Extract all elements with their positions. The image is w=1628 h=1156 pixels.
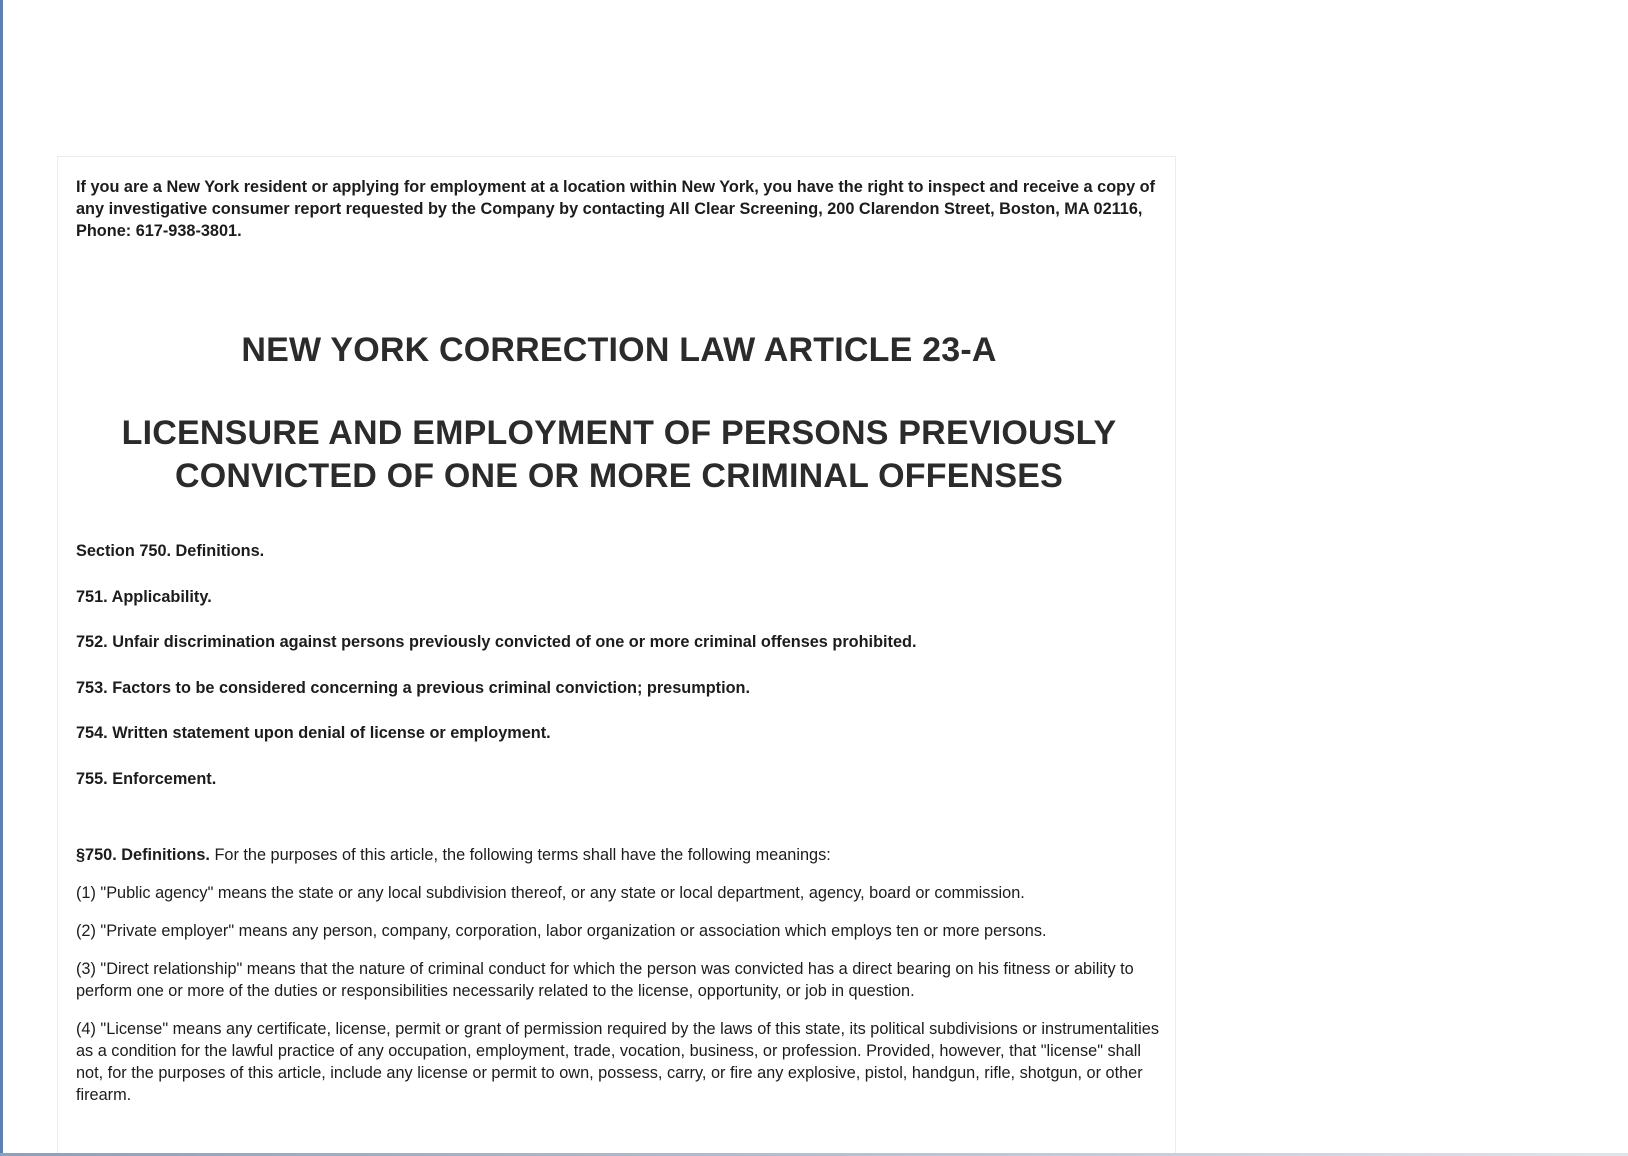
definition-item: (3) "Direct relationship" means that the nature of criminal conduct for which the person was convicted has a direct bearing on his fitness or ability to perform one or more of the duties or responsibilities necessarily related to the license, opportunity, or job in question. — [76, 959, 1134, 1000]
toc-item-751: 751. Applicability. — [76, 587, 212, 606]
table-of-contents — [76, 540, 1162, 790]
definitions-intro — [76, 844, 1162, 866]
toc-item-750: Section 750. Definitions. — [76, 542, 265, 560]
document-page[interactable] — [57, 156, 1176, 1156]
definition-item: (4) "License" means any certificate, license, permit or grant of permission required by the laws of this state, its political subdivisions or instrumentalities as a condition for the lawful practice of any occupation, employment, trade, vocation, business, or profession. Provided, however, that "license" shall not, for the purposes of this article, include any license or permit to own, possess, carry, or fire any explosive, pistol, handgun, rifle, shotgun, or other firearm. — [76, 1019, 1159, 1104]
definitions-heading: §750. Definitions. — [76, 845, 210, 864]
toc-item-752: 752. Unfair discrimination against persons previously convicted of one or more criminal offenses prohibited. — [76, 633, 917, 651]
window-left-edge — [0, 0, 3, 1156]
toc-item-755: 755. Enforcement. — [76, 769, 217, 788]
definition-item: (2) "Private employer" means any person, company, corporation, labor organization or association which employs ten or more persons. — [76, 921, 1047, 940]
article-title: NEW YORK CORRECTION LAW ARTICLE 23-A — [241, 331, 997, 369]
definition-item: (1) "Public agency" means the state or any local subdivision thereof, or any state or local department, agency, board or commission. — [76, 883, 1025, 902]
definitions-lead: For the purposes of this article, the following terms shall have the following meanings: — [209, 845, 831, 864]
ny-resident-notice: If you are a New York resident or applying for employment at a location within New York, you have the right to inspect and receive a copy of any investigative consumer report requested by the Company by contacting All Clear Screening, 200 Clarendon Street, Boston, MA 02116, Phone: 617-938-3801. — [76, 178, 1156, 240]
article-subtitle: LICENSURE AND EMPLOYMENT OF PERSONS PREVIOUSLY CONVICTED OF ONE OR MORE CRIMINAL OFFENSES — [121, 414, 1117, 495]
document-content — [76, 176, 1162, 1106]
toc-item-753: 753. Factors to be considered concerning a previous criminal conviction; presumption. — [76, 678, 751, 697]
toc-item-754: 754. Written statement upon denial of license or employment. — [76, 724, 551, 742]
